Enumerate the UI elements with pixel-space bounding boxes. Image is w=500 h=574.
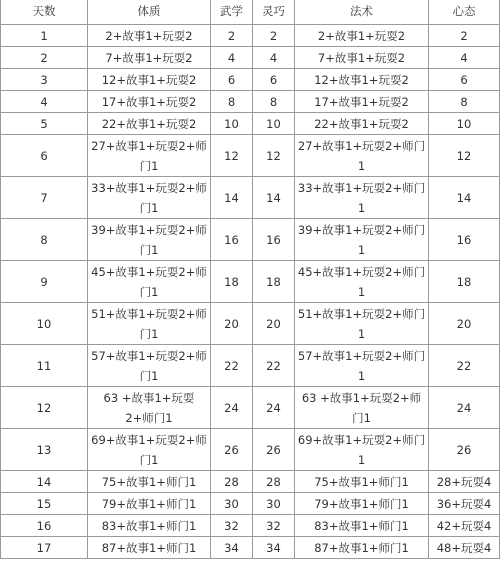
- table-body: [1, 25, 500, 559]
- cell-lingqiao: 14: [253, 177, 295, 219]
- cell-tizhi: 75+故事1+师门1: [88, 471, 211, 493]
- cell-tizhi: 69+故事1+玩耍2+师门1: [88, 429, 211, 471]
- header-wuxue: 武学: [211, 0, 253, 25]
- cell-wuxue: 18: [211, 261, 253, 303]
- cell-xintai: 16: [429, 219, 500, 261]
- cell-lingqiao: 12: [253, 135, 295, 177]
- cell-day: 7: [1, 177, 88, 219]
- cell-fashu: 83+故事1+师门1: [295, 515, 429, 537]
- cell-fashu: 51+故事1+玩耍2+师门1: [295, 303, 429, 345]
- cell-fashu: 57+故事1+玩耍2+师门1: [295, 345, 429, 387]
- cell-wuxue: 4: [211, 47, 253, 69]
- cell-xintai: 10: [429, 113, 500, 135]
- cell-lingqiao: 4: [253, 47, 295, 69]
- cell-xintai: 36+玩耍4: [429, 493, 500, 515]
- cell-fashu: 45+故事1+玩耍2+师门1: [295, 261, 429, 303]
- table-row: [1, 113, 500, 135]
- cell-lingqiao: 24: [253, 387, 295, 429]
- cell-day: 17: [1, 537, 88, 559]
- cell-wuxue: 34: [211, 537, 253, 559]
- table-row: [1, 135, 500, 177]
- table-row: [1, 345, 500, 387]
- table-row: [1, 91, 500, 113]
- cell-xintai: 26: [429, 429, 500, 471]
- cell-tizhi: 7+故事1+玩耍2: [88, 47, 211, 69]
- cell-xintai: 42+玩耍4: [429, 515, 500, 537]
- cell-xintai: 28+玩耍4: [429, 471, 500, 493]
- cell-wuxue: 6: [211, 69, 253, 91]
- cell-fashu: 22+故事1+玩耍2: [295, 113, 429, 135]
- cell-tizhi: 22+故事1+玩耍2: [88, 113, 211, 135]
- cell-tizhi: 33+故事1+玩耍2+师门1: [88, 177, 211, 219]
- table-row: [1, 69, 500, 91]
- cell-fashu: 27+故事1+玩耍2+师门1: [295, 135, 429, 177]
- cell-tizhi: 79+故事1+师门1: [88, 493, 211, 515]
- cell-wuxue: 10: [211, 113, 253, 135]
- cell-tizhi: 2+故事1+玩耍2: [88, 25, 211, 47]
- cell-tizhi: 45+故事1+玩耍2+师门1: [88, 261, 211, 303]
- cell-wuxue: 32: [211, 515, 253, 537]
- cell-lingqiao: 26: [253, 429, 295, 471]
- cell-fashu: 7+故事1+玩耍2: [295, 47, 429, 69]
- cell-lingqiao: 34: [253, 537, 295, 559]
- cell-xintai: 12: [429, 135, 500, 177]
- header-day: 天数: [1, 0, 88, 25]
- cell-xintai: 14: [429, 177, 500, 219]
- cell-fashu: 33+故事1+玩耍2+师门1: [295, 177, 429, 219]
- cell-day: 10: [1, 303, 88, 345]
- cell-lingqiao: 30: [253, 493, 295, 515]
- cell-wuxue: 12: [211, 135, 253, 177]
- cell-wuxue: 16: [211, 219, 253, 261]
- table-row: [1, 219, 500, 261]
- cell-fashu: 87+故事1+师门1: [295, 537, 429, 559]
- cell-tizhi: 87+故事1+师门1: [88, 537, 211, 559]
- table-row: [1, 303, 500, 345]
- cell-day: 12: [1, 387, 88, 429]
- cell-lingqiao: 2: [253, 25, 295, 47]
- cell-wuxue: 30: [211, 493, 253, 515]
- cell-day: 9: [1, 261, 88, 303]
- cell-fashu: 39+故事1+玩耍2+师门1: [295, 219, 429, 261]
- cell-xintai: 8: [429, 91, 500, 113]
- cell-lingqiao: 10: [253, 113, 295, 135]
- cell-tizhi: 63 +故事1+玩耍2+师门1: [88, 387, 211, 429]
- cell-day: 16: [1, 515, 88, 537]
- cell-xintai: 20: [429, 303, 500, 345]
- cell-fashu: 12+故事1+玩耍2: [295, 69, 429, 91]
- table-row: [1, 177, 500, 219]
- header-fashu: 法术: [295, 0, 429, 25]
- table-row: [1, 471, 500, 493]
- table-row: [1, 25, 500, 47]
- cell-wuxue: 20: [211, 303, 253, 345]
- cell-lingqiao: 16: [253, 219, 295, 261]
- cell-tizhi: 51+故事1+玩耍2+师门1: [88, 303, 211, 345]
- cell-wuxue: 8: [211, 91, 253, 113]
- cell-lingqiao: 20: [253, 303, 295, 345]
- cell-tizhi: 17+故事1+玩耍2: [88, 91, 211, 113]
- header-tizhi: 体质: [88, 0, 211, 25]
- cell-day: 2: [1, 47, 88, 69]
- table-row: [1, 261, 500, 303]
- cell-day: 13: [1, 429, 88, 471]
- cell-wuxue: 28: [211, 471, 253, 493]
- cell-day: 11: [1, 345, 88, 387]
- cell-xintai: 2: [429, 25, 500, 47]
- cell-day: 3: [1, 69, 88, 91]
- cell-fashu: 63 +故事1+玩耍2+师门1: [295, 387, 429, 429]
- cell-day: 6: [1, 135, 88, 177]
- table-row: [1, 537, 500, 559]
- header-row: [1, 0, 500, 25]
- cell-day: 1: [1, 25, 88, 47]
- cell-lingqiao: 22: [253, 345, 295, 387]
- cell-fashu: 17+故事1+玩耍2: [295, 91, 429, 113]
- cell-fashu: 75+故事1+师门1: [295, 471, 429, 493]
- cell-wuxue: 14: [211, 177, 253, 219]
- table-row: [1, 387, 500, 429]
- cell-tizhi: 12+故事1+玩耍2: [88, 69, 211, 91]
- cell-lingqiao: 32: [253, 515, 295, 537]
- cell-wuxue: 2: [211, 25, 253, 47]
- table-row: [1, 429, 500, 471]
- cell-fashu: 69+故事1+玩耍2+师门1: [295, 429, 429, 471]
- header-xintai: 心态: [429, 0, 500, 25]
- cell-lingqiao: 8: [253, 91, 295, 113]
- cell-xintai: 18: [429, 261, 500, 303]
- cell-wuxue: 26: [211, 429, 253, 471]
- cell-day: 5: [1, 113, 88, 135]
- header-lingqiao: 灵巧: [253, 0, 295, 25]
- cell-wuxue: 22: [211, 345, 253, 387]
- cell-fashu: 2+故事1+玩耍2: [295, 25, 429, 47]
- cell-tizhi: 39+故事1+玩耍2+师门1: [88, 219, 211, 261]
- cell-wuxue: 24: [211, 387, 253, 429]
- cell-tizhi: 83+故事1+师门1: [88, 515, 211, 537]
- cell-day: 15: [1, 493, 88, 515]
- cell-tizhi: 57+故事1+玩耍2+师门1: [88, 345, 211, 387]
- table-row: [1, 493, 500, 515]
- cell-day: 4: [1, 91, 88, 113]
- cell-lingqiao: 18: [253, 261, 295, 303]
- cell-xintai: 24: [429, 387, 500, 429]
- table-row: [1, 515, 500, 537]
- cell-lingqiao: 28: [253, 471, 295, 493]
- cell-tizhi: 27+故事1+玩耍2+师门1: [88, 135, 211, 177]
- cell-lingqiao: 6: [253, 69, 295, 91]
- cell-xintai: 6: [429, 69, 500, 91]
- table-row: [1, 47, 500, 69]
- cell-xintai: 48+玩耍4: [429, 537, 500, 559]
- cell-fashu: 79+故事1+师门1: [295, 493, 429, 515]
- cell-day: 8: [1, 219, 88, 261]
- cell-xintai: 22: [429, 345, 500, 387]
- cell-xintai: 4: [429, 47, 500, 69]
- cell-day: 14: [1, 471, 88, 493]
